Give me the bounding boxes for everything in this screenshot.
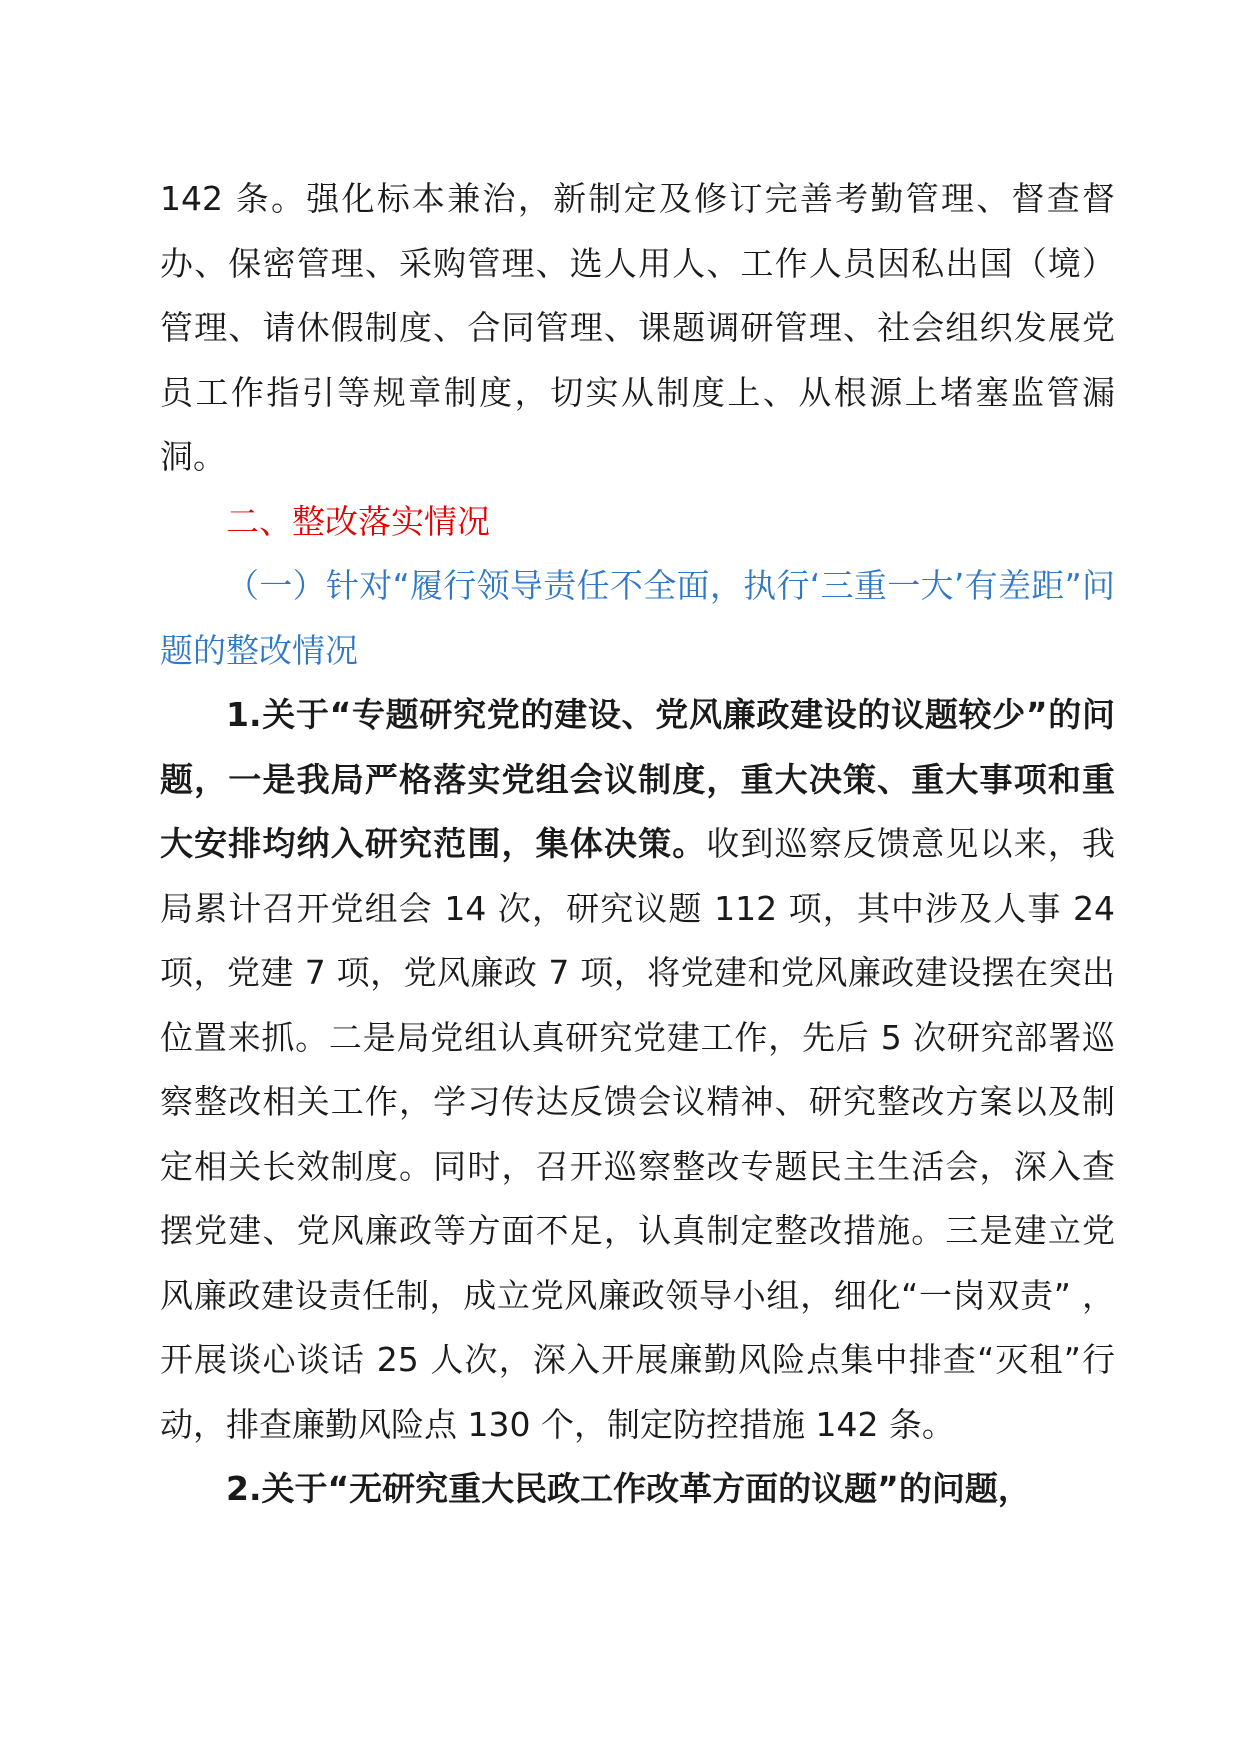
paragraph-item-1 <box>160 683 1115 1457</box>
subsection-heading-1: （一）针对“履行领导责任不全面，执行‘三重一大’有差距”问题的整改情况 <box>160 566 1115 670</box>
item-1-body: 收到巡察反馈意见以来，我局累计召开党组会 14 次，研究议题 112 项，其中涉及人事 24 项，党建 7 项，党风廉政 7 项，将党建和党风廉政建设摆在突出位置来抓。二是局党组认真研究党建工作，先后 5 次研究部署巡察整改相关工作，学习传达反馈会议精神、研究整改方案以及制定相关长效制度。同时，召开巡察整改专题民主生活会，深入查摆党建、党风廉政等方面不足，认真制定整改措施。三是建立党风廉政建设责任制，成立党风廉政领导小组，细化“一岗双责” ，开展谈心谈话 25 人次，深入开展廉勤风险点集中排查“灭租”行动，排查廉勤风险点 130 个，制定防控措施 142 条。 <box>160 824 1116 1444</box>
item-1-lead: 1.关于“专题研究党的建设、党风廉政建设的议题较少”的问题，一是我局严格落实党组会议制度，重大决策、重大事项和重大安排均纳入研究范围，集体决策。 <box>160 695 1115 863</box>
section-heading-2: 二、整改落实情况 <box>226 501 490 541</box>
document-page <box>160 167 1115 1522</box>
paragraph-intro: 142 条。强化标本兼治，新制定及修订完善考勤管理、督查督办、保密管理、采购管理、选人用人、工作人员因私出国（境）管理、请休假制度、合同管理、课题调研管理、社会组织发展党员工作指引等规章制度，切实从制度上、从根源上堵塞监管漏洞。 <box>160 179 1115 476</box>
paragraph-item-2: 2.关于“无研究重大民政工作改革方面的议题”的问题， <box>226 1469 1031 1508</box>
